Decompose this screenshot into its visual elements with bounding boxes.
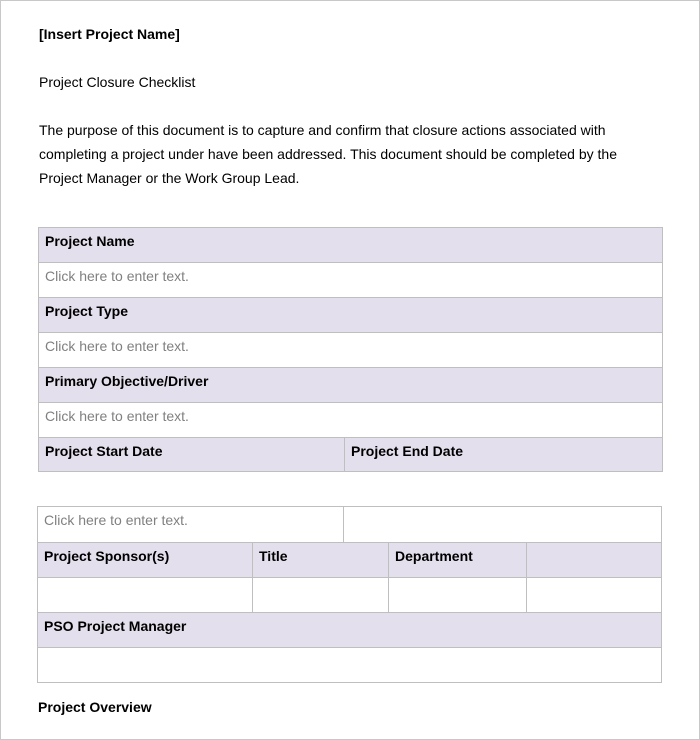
purpose-paragraph: [39, 118, 659, 190]
start-date-input[interactable]: Click here to enter text.: [37, 506, 344, 543]
project-type-input[interactable]: Click here to enter text.: [38, 332, 663, 368]
end-date-label: Project End Date: [344, 437, 663, 472]
pso-manager-label: PSO Project Manager: [37, 612, 662, 648]
document-title: [Insert Project Name]: [39, 26, 180, 42]
project-name-input[interactable]: Click here to enter text.: [38, 262, 663, 298]
start-date-label: Project Start Date: [38, 437, 345, 472]
end-date-input[interactable]: [343, 506, 662, 543]
primary-objective-input[interactable]: Click here to enter text.: [38, 402, 663, 438]
pso-manager-input[interactable]: [37, 647, 662, 683]
extra-header-cell: [526, 542, 662, 578]
project-overview-heading: Project Overview: [38, 699, 152, 715]
purpose-line: The purpose of this document is to capture and confirm that closure actions associated with: [39, 122, 606, 138]
department-label: Department: [388, 542, 527, 578]
title-input[interactable]: [252, 577, 389, 613]
title-label: Title: [252, 542, 389, 578]
purpose-line: Project Manager or the Work Group Lead.: [39, 170, 300, 186]
sponsor-input[interactable]: [37, 577, 253, 613]
purpose-line: completing a project under have been addressed. This document should be completed by the: [39, 146, 617, 162]
document-subtitle: Project Closure Checklist: [39, 74, 196, 90]
extra-input[interactable]: [526, 577, 662, 613]
primary-objective-label: Primary Objective/Driver: [38, 367, 663, 403]
sponsors-label: Project Sponsor(s): [37, 542, 253, 578]
project-type-label: Project Type: [38, 297, 663, 333]
department-input[interactable]: [388, 577, 527, 613]
project-name-label: Project Name: [38, 227, 663, 263]
